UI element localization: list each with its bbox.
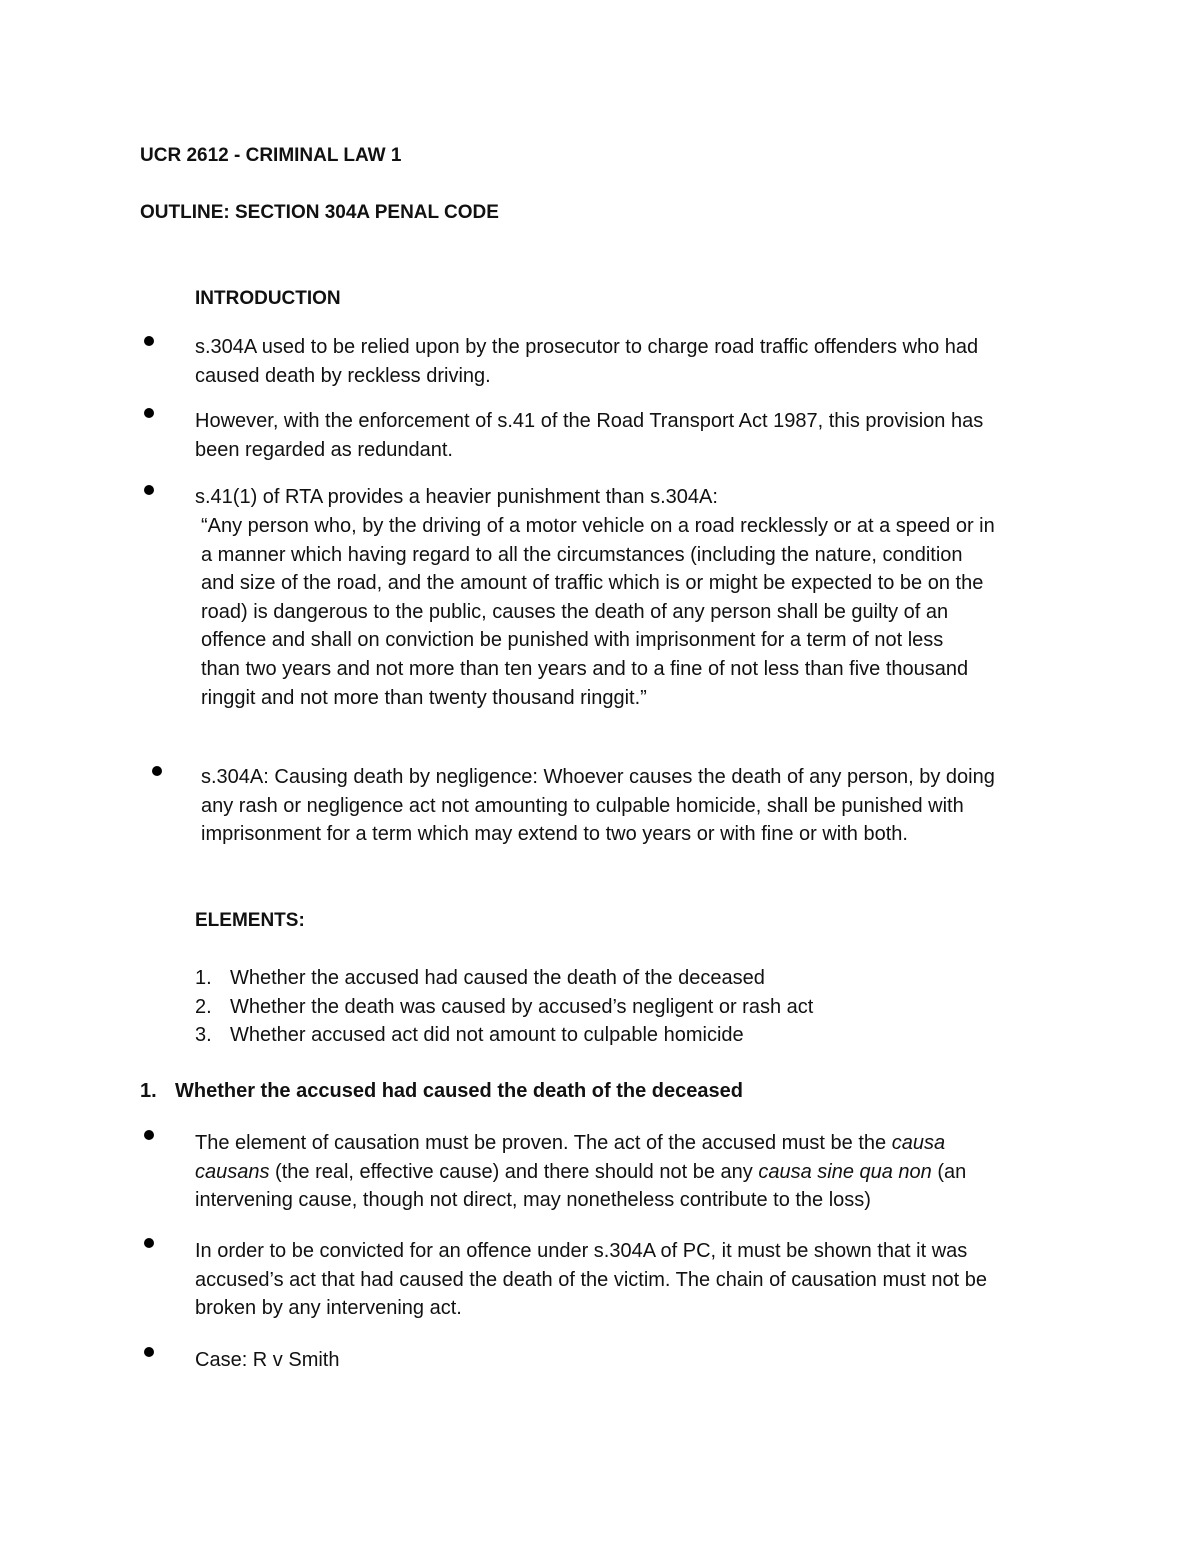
intro-bullet-3 bbox=[195, 483, 718, 512]
rta-quote bbox=[201, 512, 995, 712]
list-text: Whether the death was caused by accused’s negligent or rash act bbox=[230, 995, 814, 1018]
quote-line: road) is dangerous to the public, causes the death of any person shall be guilty of an bbox=[201, 600, 949, 623]
text-run: (the real, effective cause) and there should not be any bbox=[269, 1160, 759, 1183]
latin-term: causans bbox=[195, 1160, 270, 1183]
elements-list bbox=[195, 964, 813, 1050]
causation-line-1 bbox=[195, 1129, 966, 1158]
causation-line-2 bbox=[195, 1158, 966, 1187]
causation-line-3: intervening cause, though not direct, may nonetheless contribute to the loss) bbox=[195, 1189, 871, 1212]
bullet-line: accused’s act that had caused the death of the victim. The chain of causation must not be bbox=[195, 1268, 987, 1291]
text-run: (an bbox=[931, 1160, 967, 1183]
section-number: 1. bbox=[140, 1080, 157, 1102]
latin-term: causa sine qua non bbox=[758, 1160, 932, 1183]
bullet-icon bbox=[144, 1130, 154, 1140]
section-1-bullet-1 bbox=[195, 1129, 966, 1215]
bullet-line: In order to be convicted for an offence under s.304A of PC, it must be shown that it was bbox=[195, 1240, 968, 1262]
case-reference: Case: R v Smith bbox=[195, 1349, 340, 1371]
elements-heading: ELEMENTS: bbox=[195, 910, 305, 931]
section-title: Whether the accused had caused the death of the deceased bbox=[175, 1080, 743, 1102]
bullet-icon bbox=[144, 485, 154, 495]
quote-line: a manner which having regard to all the circumstances (including the nature, condition bbox=[201, 543, 963, 566]
introduction-heading: INTRODUCTION bbox=[195, 288, 341, 309]
elements-list-item bbox=[195, 964, 813, 993]
bullet-icon bbox=[144, 408, 154, 418]
quote-line: than two years and not more than ten years and to a fine of not less than five thousand bbox=[201, 657, 969, 680]
list-number: 3. bbox=[195, 1024, 212, 1047]
bullet-4-line: imprisonment for a term which may extend to two years or with fine or with both. bbox=[201, 823, 908, 846]
quote-line: ringgit and not more than twenty thousand ringgit.” bbox=[201, 686, 647, 709]
bullet-icon bbox=[152, 766, 162, 776]
list-number: 1. bbox=[195, 967, 212, 989]
section-1-bullet-3 bbox=[195, 1346, 339, 1375]
section-1-heading bbox=[140, 1080, 743, 1103]
outline-title: OUTLINE: SECTION 304A PENAL CODE bbox=[140, 202, 499, 223]
bullet-icon bbox=[144, 336, 154, 346]
intro-bullet-1 bbox=[195, 333, 978, 390]
list-text: Whether accused act did not amount to culpable homicide bbox=[230, 1024, 744, 1047]
intro-bullet-3-line-1: s.41(1) of RTA provides a heavier punishment than s.304A: bbox=[195, 486, 718, 508]
elements-list-item bbox=[195, 993, 813, 1022]
intro-bullet-2-line-1: However, with the enforcement of s.41 of the Road Transport Act 1987, this provision has bbox=[195, 410, 984, 432]
list-text: Whether the accused had caused the death of the deceased bbox=[230, 967, 765, 989]
bullet-4-line: s.304A: Causing death by negligence: Whoever causes the death of any person, by doing bbox=[201, 766, 995, 788]
bullet-icon bbox=[144, 1347, 154, 1357]
latin-term: causa bbox=[891, 1132, 946, 1154]
intro-bullet-1-line-2: caused death by reckless driving. bbox=[195, 364, 491, 387]
bullet-4-line: any rash or negligence act not amounting to culpable homicide, shall be punished with bbox=[201, 794, 964, 817]
section-1-bullet-2 bbox=[195, 1237, 987, 1323]
quote-line: and size of the road, and the amount of traffic which is or might be expected to be on the bbox=[201, 572, 984, 595]
text-run: The element of causation must be proven. The act of the accused must be the bbox=[195, 1132, 892, 1154]
quote-line: “Any person who, by the driving of a motor vehicle on a road recklessly or at a speed or in bbox=[201, 515, 995, 537]
quote-line: offence and shall on conviction be punished with imprisonment for a term of not less bbox=[201, 629, 944, 652]
intro-bullet-2-line-2: been regarded as redundant. bbox=[195, 438, 453, 461]
list-number: 2. bbox=[195, 995, 212, 1018]
intro-bullet-1-line-1: s.304A used to be relied upon by the prosecutor to charge road traffic offenders who had bbox=[195, 336, 979, 358]
intro-bullet-2 bbox=[195, 407, 983, 464]
bullet-icon bbox=[144, 1238, 154, 1248]
elements-list-item bbox=[195, 1021, 813, 1050]
course-title: UCR 2612 - CRIMINAL LAW 1 bbox=[140, 145, 402, 166]
bullet-line: broken by any intervening act. bbox=[195, 1297, 462, 1320]
intro-bullet-4 bbox=[201, 763, 995, 849]
